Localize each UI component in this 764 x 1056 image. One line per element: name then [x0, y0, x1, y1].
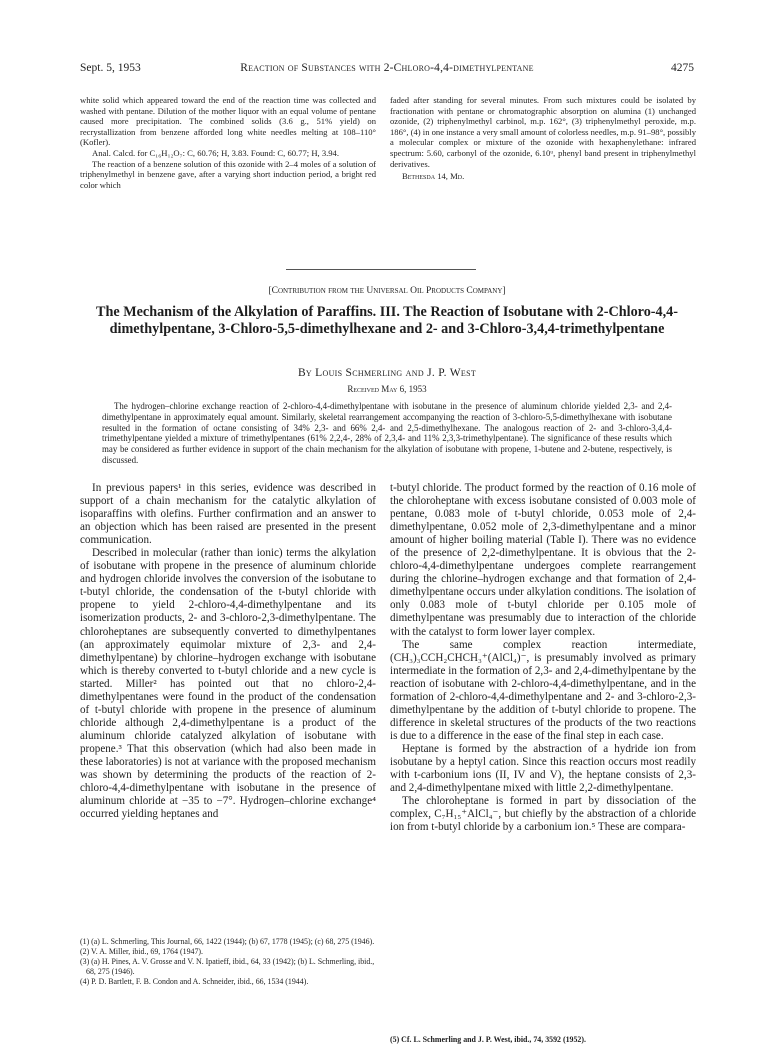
body-left-column	[80, 482, 376, 821]
article-title: The Mechanism of the Alkylation of Paraffins. III. The Reaction of Isobutane with 2-Chloro-4,4-dimethylpentane, 3-Chloro-5,5-dimethylhexane and 2- and 3-Chloro-3,4,4-trimethylpentane	[96, 304, 678, 337]
prev-paragraph: faded after standing for several minutes. From such mixtures could be isolated by fractionation with pentane or chromatographic absorption on alumina (1) unchanged ozonide, (2) triphenylmethyl carbinol, m.p. 162°, (3) triphenylmethyl peroxide, m.p. 186°, (4) in one instance a very small amount of colorless needles, m.p. 91–98°, possibly a molecular complex or mixture of the ozonide with hexaphenylethane: infrared spectrum: 5.60, carbonyl of the ozonide, 6.10ᵘ, phenyl band present in triphenylmethyl derivatives.	[390, 95, 696, 169]
body-paragraph: Heptane is formed by the abstraction of a hydride ion from isobutane by a heptyl cation. Since this reaction occurs most readily with t-carbonium ions (II, IV and V), the heptane consists of 2,3- and 2,4-dimethylpentane mixed with little 2,2-dimethylpentane.	[390, 742, 696, 795]
footnote: (2) V. A. Miller, ibid., 69, 1764 (1947).	[80, 946, 204, 956]
body-paragraph: The same complex reaction intermediate, (CH₃)₃CCH₂CHCH₃⁺(AlCl₄)⁻, is presumably involved as primary intermediate in the formation of 2,3- and 2,4-dimethylpentane by the reaction of isobutane with 2-chloro-4,4-dimethylpentane, and in the formation of 2-chloro-4,4-dimethylpentane and 2- and 3-chloro-2,3-dimethylpentane by the addition of t-butyl chloride to propene. The difference in skeletal structures of the products of the two reactions is due to a difference in the ease of the final step in each case.	[390, 638, 696, 742]
footnotes-left	[80, 937, 376, 987]
prev-analysis: Anal. Calcd. for C₁₆H₁₂O₇: C, 60.76; H, 3.83. Found: C, 60.77; H, 3.94.	[92, 147, 340, 158]
prev-article-left-column	[80, 95, 376, 190]
prev-paragraph: The reaction of a benzene solution of this ozonide with 2–4 moles of a solution of triphenylmethyl in benzene gave, after a varying short induction period, a bright red color which	[80, 158, 376, 190]
body-paragraph: Described in molecular (rather than ionic) terms the alkylation of isobutane with propene in the presence of aluminum chloride and hydrogen chloride involves the conversion of the isobutane to t-butyl chloride, the condensation of the t-butyl chloride with propene to yield 2-chloro-4,4-dimethylpentane and its isomerization products, 2- and 3-chloro-2,3-dimethylpentane. The chloroheptanes are subsequently converted to dimethylpentanes (an approximately equimolar mixture of 2,3- and 2,4-dimethylpentane) by chlorine–hydrogen exchange with isobutane which is thereby converted to t-butyl chloride and a new cycle is started. Miller² has pointed out that no chloro-2,4-dimethylpentanes were found in the product of the condensation of t-butyl chloride with propene in the presence of aluminum chloride although 2,4-dimethylpentane is a product of the aluminum chloride catalyzed alkylation of isobutane with propene.³ That this observation (which had also been made in these laboratories) is not at variance with the proposed mechanism was shown by determining the products of the reaction of 2-chloro-4,4-dimethylpentane with isobutane in the presence of aluminum chloride at −35 to −7°. Hydrogen–chlorine exchange⁴ occurred yielding heptanes and	[80, 547, 376, 821]
header-date: Sept. 5, 1953	[80, 62, 141, 74]
body-paragraph: In previous papers¹ in this series, evidence was described in support of a chain mechanism for the catalytic alkylation of isoparaffins with olefins. Further confirmation and an answer to an objection which has been raised are presented in the present communication.	[80, 482, 376, 547]
footnote: (3) (a) H. Pines, A. V. Grosse and V. N. Ipatieff, ibid., 64, 33 (1942); (b) L. Schmerling, ibid., 68, 275 (1946).	[80, 956, 375, 976]
contribution-line: [Contribution from the Universal Oil Products Company]	[268, 286, 506, 296]
section-divider	[286, 269, 476, 270]
body-paragraph: t-butyl chloride. The product formed by the reaction of 0.16 mole of the chloroheptane with excess isobutane consisted of 0.003 mole of pentane, 0.083 mole of t-butyl chloride, 0.053 mole of 2,4-dimethylpentane, 0.052 mole of 2,3-dimethylpentane and a minor amount of higher boiling material (Table I). There was no evidence of the presence of 2,2-dimethylpentane. It is obvious that the 2-chloro-4,4-dimethylpentane undergoes complete rearrangement during the chlorine–hydrogen exchange and that formation of 2,4-dimethylpentane occurs under alkylation conditions. The isolation of only 0.083 mole of t-butyl chloride per 0.105 mole of dimethylpentane was presumably due to interaction of the chloride with the catalyst to form lower layer complex.	[390, 482, 696, 638]
header-running-title: Reaction of Substances with 2-Chloro-4,4-dimethylpentane	[240, 62, 534, 74]
footnote-right: (5) Cf. L. Schmerling and J. P. West, ibid., 74, 3592 (1952).	[390, 1035, 586, 1044]
running-header	[80, 62, 694, 76]
footnote: (1) (a) L. Schmerling, This Journal, 66, 1422 (1944); (b) 67, 1778 (1945); (c) 68, 275 (1946).	[80, 937, 375, 946]
header-page-number: 4275	[671, 62, 694, 74]
abstract: The hydrogen–chlorine exchange reaction of 2-chloro-4,4-dimethylpentane with isobutane in the presence of aluminum chloride yielded 2,3- and 2,4-dimethylpentane in approximately equal amount. Similarly, skeletal rearrangement accompanying the reaction of 3-chloro-5,5-dimethylhexane with isobutane resulted in the formation of octane consisting of 34% 2,3- and 66% 2,4- and 2,5-dimethylhexane. The analogous reaction of 2- and 3-chloro-3,4,4-trimethylpentane yielded a mixture of trimethylpentanes (61% 2,2,4-, 28% of 2,3,4- and 11% 2,3,3-trimethylpentane). The significance of these results which may be considered as further evidence in support of the chain mechanism for the alkylation of isobutane with propene, 1-butene and 2-butene, respectively, is discussed.	[102, 401, 672, 465]
received-date: Received May 6, 1953	[347, 384, 427, 394]
prev-article-right-column	[390, 95, 696, 182]
article-authors: By Louis Schmerling and J. P. West	[297, 367, 477, 379]
footnote: (4) P. D. Bartlett, F. B. Condon and A. Schneider, ibid., 66, 1534 (1944).	[80, 976, 309, 986]
prev-paragraph: white solid which appeared toward the end of the reaction time was collected and washed with pentane. Dilution of the mother liquor with an equal volume of pentane caused more precipitation. The combined solids (3.6 g., 51% yield) on recrystallization from benzene afforded long white needles melting at 108–110° (Kofler).	[80, 95, 376, 148]
body-paragraph: The chloroheptane is formed in part by dissociation of the complex, C₇H₁₅⁺AlCl₄⁻, but chiefly by the abstraction of a chloride ion from t-butyl chloride by a carbonium ion.⁵ These are compara-	[390, 795, 696, 834]
prev-location: Bethesda 14, Md.	[402, 171, 465, 182]
body-right-column	[390, 482, 696, 834]
